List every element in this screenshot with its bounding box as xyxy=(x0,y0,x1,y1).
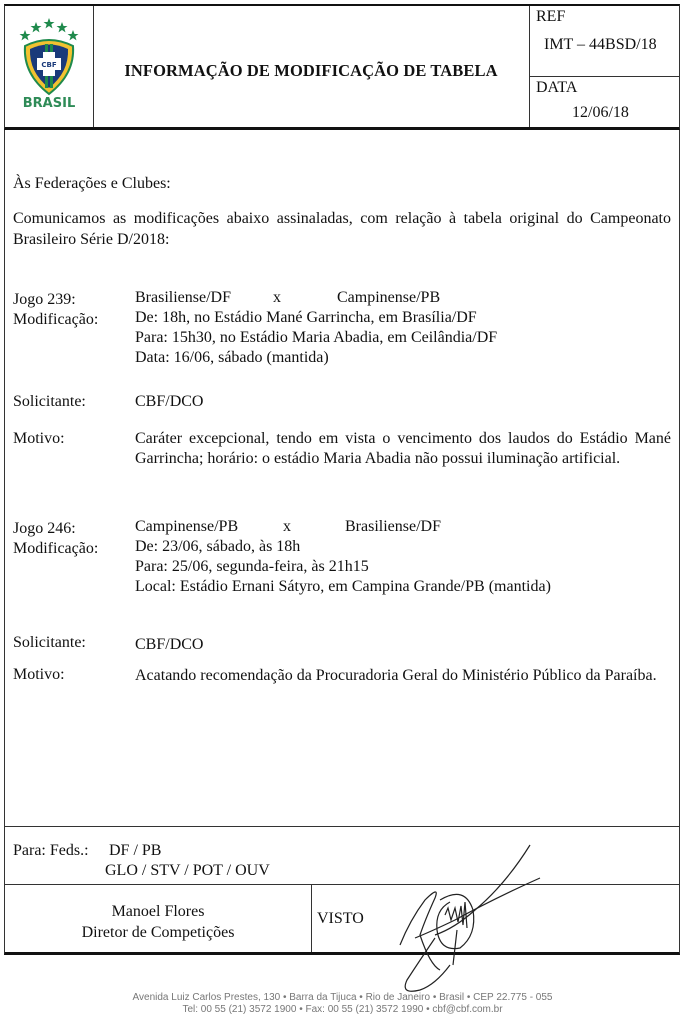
ref-value: IMT – 44BSD/18 xyxy=(544,36,657,53)
date-label: DATA xyxy=(536,79,578,96)
modification-line: Local: Estádio Ernani Sátyro, em Campina Grande/PB (mantida) xyxy=(135,578,551,595)
reason-label: Motivo: xyxy=(13,666,65,683)
cbf-crest-icon xyxy=(17,16,81,98)
star-icon xyxy=(20,30,31,40)
contact-line: Tel: 00 55 (21) 3572 1900 • Fax: 00 55 (21) 3572 1990 • cbf@cbf.com.br xyxy=(182,1004,503,1015)
logo-cell xyxy=(5,6,94,127)
signatory-cell xyxy=(5,885,312,952)
distribution-box xyxy=(4,827,680,885)
game-label: Jogo 246: xyxy=(13,520,76,537)
modification-line: Data: 16/06, sábado (mantida) xyxy=(135,349,329,366)
handwritten-signature-icon xyxy=(395,840,555,1000)
home-team: Campinense/PB xyxy=(135,518,239,535)
distribution-line: GLO / STV / POT / OUV xyxy=(105,862,270,879)
distribution-label: Para: Feds.: xyxy=(13,842,89,859)
document-body xyxy=(4,130,680,827)
requester-label: Solicitante: xyxy=(13,393,86,410)
requester-label: Solicitante: xyxy=(13,634,86,651)
reference-cell xyxy=(529,6,680,127)
visto-label: VISTO xyxy=(317,910,364,927)
modification-label: Modificação: xyxy=(13,311,99,328)
signatory-role: Diretor de Competições xyxy=(81,924,235,941)
distribution-line: DF / PB xyxy=(109,842,162,859)
modification-line: Para: 25/06, segunda-feira, às 21h15 xyxy=(135,558,369,575)
document-header xyxy=(4,4,680,130)
address-line: Avenida Luiz Carlos Prestes, 130 • Barra da Tijuca • Rio de Janeiro • Brasil • CEP 22.775 - 055 xyxy=(132,992,553,1003)
requester-value: CBF/DCO xyxy=(135,393,204,410)
away-team: Brasiliense/DF xyxy=(345,518,441,535)
greeting: Às Federações e Clubes: xyxy=(13,175,171,192)
title-cell xyxy=(93,6,529,127)
reason-value: Caráter excepcional, tendo em vista o vencimento dos laudos do Estádio Mané Garrincha; horário: o estádio Maria Abadia não possui iluminação artificial. xyxy=(135,430,671,467)
document-title: INFORMAÇÃO DE MODIFICAÇÃO DE TABELA xyxy=(124,60,498,80)
modification-line: Para: 15h30, no Estádio Maria Abadia, em Ceilândia/DF xyxy=(135,329,498,346)
modification-label: Modificação: xyxy=(13,540,99,557)
reason-label: Motivo: xyxy=(13,430,65,447)
svg-text:CBF: CBF xyxy=(41,61,57,69)
modification-line: De: 23/06, sábado, às 18h xyxy=(135,538,301,555)
footer-address xyxy=(0,992,685,1016)
signature-box xyxy=(4,885,680,955)
star-icon xyxy=(44,18,55,28)
ref-label: REF xyxy=(536,8,566,25)
versus: x xyxy=(283,518,291,535)
star-icon xyxy=(57,22,68,32)
date-value: 12/06/18 xyxy=(572,104,629,121)
game-label: Jogo 239: xyxy=(13,291,76,308)
away-team: Campinense/PB xyxy=(337,289,441,306)
signatory-name: Manoel Flores xyxy=(111,903,205,920)
star-icon xyxy=(68,30,79,40)
versus: x xyxy=(273,289,281,306)
star-icon xyxy=(31,22,42,32)
reason-value: Acatando recomendação da Procuradoria Geral do Ministério Público da Paraíba. xyxy=(135,667,657,684)
ref-box xyxy=(530,6,680,77)
intro-paragraph: Comunicamos as modificações abaixo assinaladas, com relação à tabela original do Campeonato Brasileiro Série D/2018: xyxy=(13,210,671,248)
home-team: Brasiliense/DF xyxy=(135,289,231,306)
logo-country-text: BRASIL xyxy=(22,96,76,111)
requester-value: CBF/DCO xyxy=(135,636,204,653)
modification-line: De: 18h, no Estádio Mané Garrincha, em Brasília/DF xyxy=(135,309,477,326)
